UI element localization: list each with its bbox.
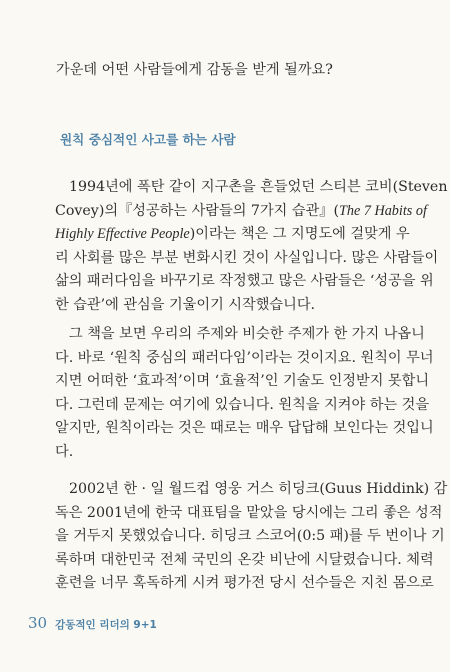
text-line: 훈련을 너무 혹독하게 시켜 평가전 당시 선수들은 지친 몸으로 bbox=[55, 575, 434, 591]
text-line: 2002년 한 · 일 월드컵 영웅 거스 히딩크(Guus Hiddink) 감 bbox=[69, 481, 448, 497]
text-fragment: Covey)의『성공하는 사람들의 7가지 습관』( bbox=[55, 202, 339, 219]
page-number: 30 bbox=[28, 614, 48, 632]
text-line: 그 책을 보면 우리의 주제와 비슷한 주제가 한 가지 나옵니 bbox=[69, 326, 425, 342]
text-line: 다. bbox=[55, 443, 74, 460]
paragraph-principle bbox=[55, 323, 434, 464]
text-line: 한 습관’에 관심을 기울이기 시작했습니다. bbox=[55, 296, 316, 313]
intro-question: 가운데 어떤 사람들에게 감동을 받게 될까요? bbox=[56, 62, 333, 78]
english-title: Highly Effective People bbox=[55, 226, 190, 242]
text-line: 리 사회를 많은 부분 변화시킨 것이 사실입니다. 많은 사람들이 bbox=[55, 249, 439, 266]
text-line: 다. 그런데 문제는 여기에 있습니다. 원칙을 지켜야 하는 것을 bbox=[55, 396, 430, 413]
text-line bbox=[55, 223, 410, 247]
text-line: 록하며 대한민국 전체 국민의 온갖 비난에 시달렸습니다. 체력 bbox=[55, 551, 434, 568]
page-footer bbox=[28, 614, 157, 632]
text-line: 다. 바로 ‘원칙 중심의 패러다임’이라는 것이지요. 원칙이 무너 bbox=[55, 349, 434, 366]
paragraph-hiddink bbox=[55, 478, 448, 596]
text-line: 을 거두지 못했었습니다. 히딩크 스코어(0:5 패)를 두 번이나 기 bbox=[55, 528, 445, 544]
text-line: 지면 어떠한 ‘효과적’이며 ‘효율적’인 기술도 인정받지 못합니 bbox=[55, 373, 430, 389]
running-title: 감동적인 리더의 9+1 bbox=[55, 619, 157, 631]
text-line: 삶의 패러다임을 바꾸기로 작정했고 많은 사람들은 ‘성공을 위 bbox=[55, 273, 434, 289]
text-line bbox=[55, 200, 427, 224]
text-line: 1994년에 폭탄 같이 지구촌을 흔들었던 스티븐 코비(Steven bbox=[69, 179, 448, 195]
text-line: 독은 2001년에 한국 대표팀을 맡았을 당시에는 그리 좋은 성적 bbox=[55, 504, 443, 521]
text-line: 알지만, 원칙이라는 것은 때로는 매우 답답해 보인다는 것입니 bbox=[55, 420, 434, 436]
english-title: The 7 Habits of bbox=[339, 202, 427, 219]
text-fragment: )이라는 책은 그 지명도에 걸맞게 우 bbox=[189, 226, 410, 242]
paragraph-covey bbox=[55, 176, 448, 317]
section-heading: 원칙 중심적인 사고를 하는 사람 bbox=[60, 132, 236, 147]
